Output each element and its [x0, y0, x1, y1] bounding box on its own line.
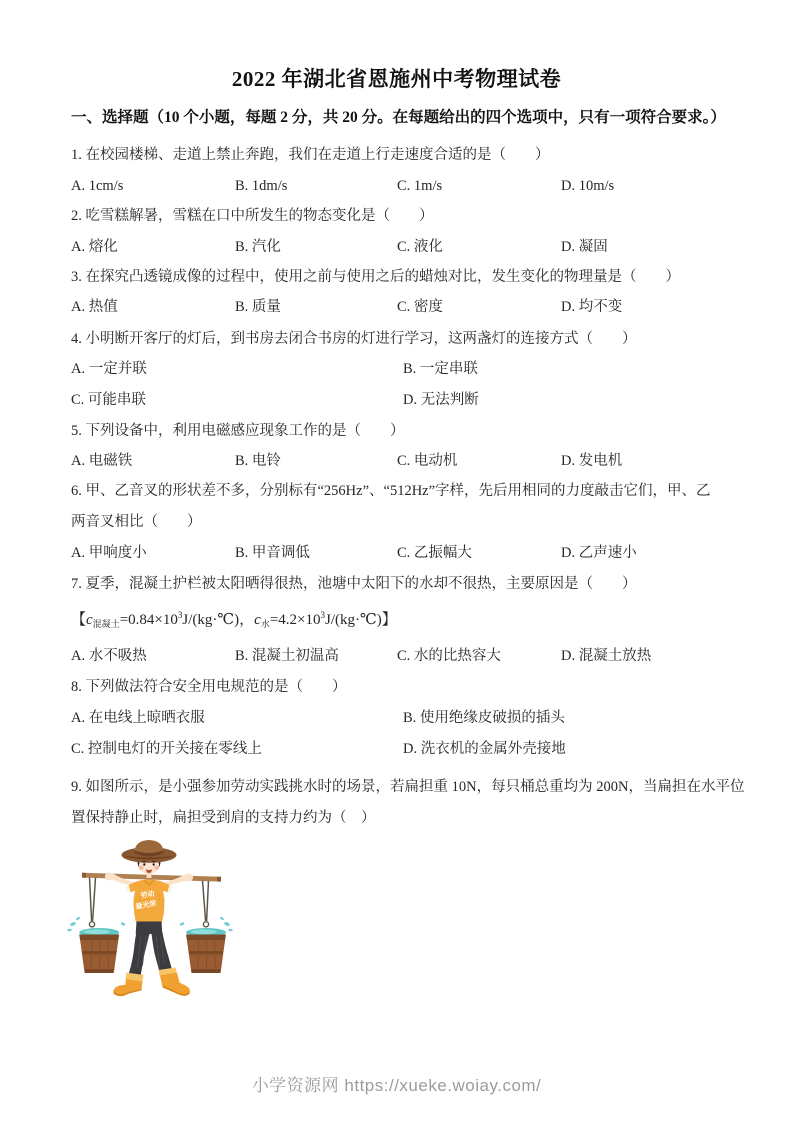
option-a: A. 水不吸热	[71, 648, 147, 664]
question-8-options-row2	[71, 739, 728, 759]
boots	[113, 968, 190, 997]
option-c: C. 水的比热容大	[397, 648, 501, 664]
rope-right	[203, 881, 209, 927]
neck	[147, 873, 152, 878]
option-b: B. 汽化	[235, 239, 281, 255]
option-d: D. 发电机	[561, 453, 623, 469]
option-d: D. 10m/s	[561, 178, 615, 194]
formula-unit-concrete: J/(kg·℃)，	[182, 612, 255, 628]
option-c: C. 密度	[397, 299, 443, 315]
formula-var-concrete: c	[86, 612, 93, 628]
option-c: C. 控制电灯的开关接在零线上	[71, 741, 262, 757]
formula-var-water: c	[254, 612, 261, 628]
shirt-text-line1: 劳动	[139, 889, 156, 900]
question-8-stem: 8. 下列做法符合安全用电规范的是（ ）	[71, 679, 347, 695]
question-1-stem: 1. 在校园楼梯、走道上禁止奔跑，我们在走道上行走速度合适的是（ ）	[71, 147, 550, 163]
formula-sub-concrete: 混凝土	[92, 619, 120, 629]
formula-exp-concrete: 3	[177, 610, 183, 620]
option-a: A. 熔化	[71, 239, 118, 255]
question-4-stem: 4. 小明断开客厅的灯后，到书房去闭合书房的灯进行学习，这两盏灯的连接方式（ ）	[71, 331, 637, 347]
option-d: D. 混凝土放热	[561, 648, 652, 664]
formula-close: 】	[381, 612, 397, 628]
option-b: B. 使用绝缘皮破损的插头	[403, 710, 565, 726]
option-c: C. 1m/s	[397, 178, 443, 194]
option-d: D. 洗衣机的金属外壳接地	[403, 741, 566, 757]
shirt-text-line2: 最光荣	[134, 899, 158, 911]
water-carrying-illustration	[64, 836, 236, 1012]
option-a: A. 甲响度小	[71, 545, 147, 561]
option-d: D. 均不变	[561, 299, 623, 315]
option-b: B. 质量	[235, 299, 281, 315]
section-header: 一、选择题（10 个小题，每题 2 分，共 20 分。在每题给出的四个选项中，只有一项符合要求。）	[71, 109, 726, 126]
question-2-options	[71, 237, 728, 257]
formula-exp-water: 3	[320, 610, 326, 620]
left-hand	[105, 873, 113, 881]
question-4-options-row1	[71, 359, 728, 379]
pants	[129, 922, 173, 977]
question-6-options	[71, 543, 728, 563]
option-c: C. 电动机	[397, 453, 458, 469]
option-b: B. 一定串联	[403, 361, 478, 377]
question-7-formula	[71, 602, 728, 628]
question-9-stem-line1: 9. 如图所示，是小强参加劳动实践挑水时的场景，若扁担重 10N，每只桶总重均为 200N，当扁担在水平位	[71, 779, 745, 795]
formula-unit-water: J/(kg·℃)	[325, 612, 382, 628]
option-a: A. 在电线上晾晒衣服	[71, 710, 205, 726]
option-a: A. 电磁铁	[71, 453, 133, 469]
boy-figure	[105, 840, 193, 996]
option-b: B. 电铃	[235, 453, 281, 469]
option-c: C. 乙振幅大	[397, 545, 472, 561]
straw-hat	[122, 840, 177, 863]
option-c: C. 可能串联	[71, 392, 146, 408]
water-bucket-left	[79, 928, 119, 973]
question-4-options-row2	[71, 390, 728, 410]
option-b: B. 1dm/s	[235, 178, 288, 194]
formula-open: 【	[71, 612, 87, 628]
formula-value-concrete: =0.84×10	[119, 612, 178, 628]
question-5-stem: 5. 下列设备中，利用电磁感应现象工作的是（ ）	[71, 423, 405, 439]
option-d: D. 无法判断	[403, 392, 479, 408]
option-d: D. 乙声速小	[561, 545, 637, 561]
option-a: A. 一定并联	[71, 361, 147, 377]
option-b: B. 甲音调低	[235, 545, 310, 561]
question-9-stem-line2: 置保持静止时，扁担受到肩的支持力约为（ ）	[71, 810, 376, 826]
option-a: A. 1cm/s	[71, 178, 124, 194]
question-5-options	[71, 451, 728, 471]
question-6-stem-line2: 两音叉相比（ ）	[71, 514, 202, 530]
option-d: D. 凝固	[561, 239, 608, 255]
question-6-stem-line1: 6. 甲、乙音叉的形状差不多，分别标有“256Hz”、“512Hz”字样，先后用相同的力度敲击它们，甲、乙	[71, 483, 711, 499]
page-title: 2022 年湖北省恩施州中考物理试卷	[231, 67, 562, 91]
formula-value-water: =4.2×10	[269, 612, 321, 628]
water-bucket-right	[186, 928, 226, 973]
option-a: A. 热值	[71, 299, 118, 315]
footer-watermark: 小学资源网 https://xueke.woiay.com/	[251, 1076, 542, 1095]
rope-left	[89, 878, 95, 927]
question-7-options	[71, 646, 728, 666]
formula-sub-water: 水	[260, 619, 270, 629]
right-hand	[185, 874, 193, 882]
shirt	[126, 880, 173, 924]
question-7-stem: 7. 夏季，混凝土护栏被太阳晒得很热，池塘中太阳下的水却不很热，主要原因是（ ）	[71, 576, 637, 592]
question-9-figure	[64, 836, 236, 1012]
question-8-options-row1	[71, 708, 728, 728]
question-3-stem: 3. 在探究凸透镜成像的过程中，使用之前与使用之后的蜡烛对比，发生变化的物理量是（ ）	[71, 269, 680, 285]
question-2-stem: 2. 吃雪糕解暑，雪糕在口中所发生的物态变化是（ ）	[71, 208, 434, 224]
option-b: B. 混凝土初温高	[235, 648, 339, 664]
question-1-options	[71, 176, 728, 196]
option-c: C. 液化	[397, 239, 443, 255]
question-3-options	[71, 297, 728, 317]
